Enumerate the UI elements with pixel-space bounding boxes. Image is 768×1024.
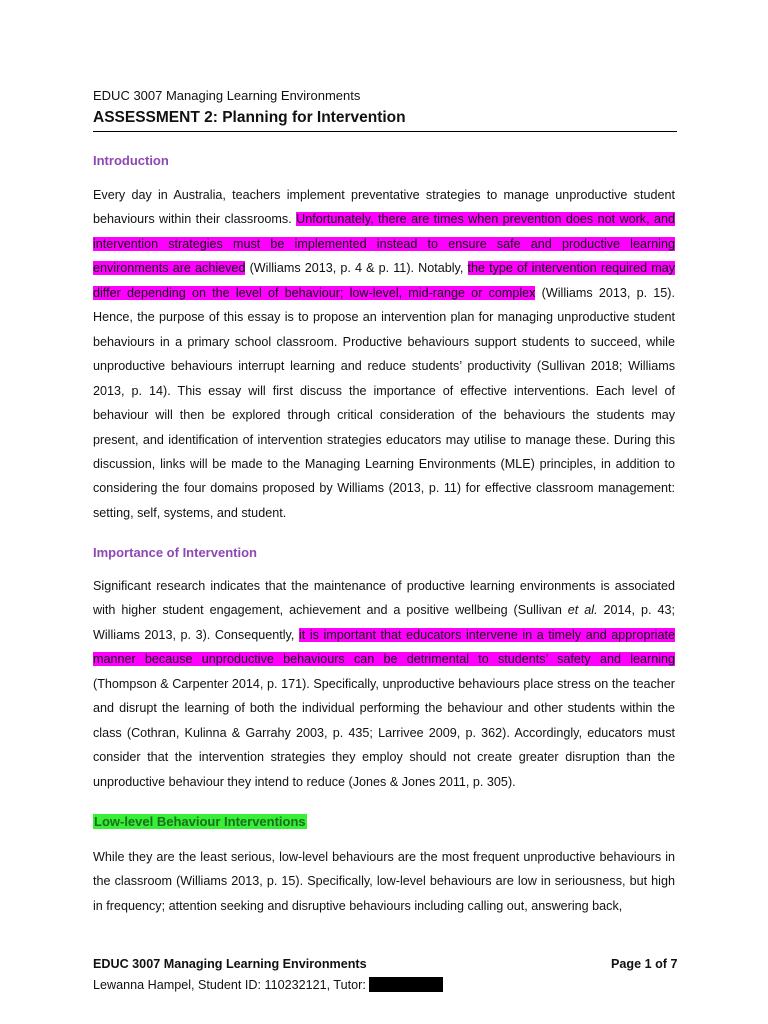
header-course-name: EDUC 3007 Managing Learning Environments xyxy=(93,88,361,103)
importance-highlight-1: it is important that educators intervene in a timely and appropriate manner because unproductive behaviours can be detrimental to students’ safety and learning xyxy=(93,627,675,667)
page-title: ASSESSMENT 2: Planning for Intervention xyxy=(93,109,406,126)
tutor-redaction-block xyxy=(369,977,443,992)
intro-highlight-2: the type of intervention required may differ depending on the level of behaviour; low-level, mid-range or complex xyxy=(93,261,675,300)
intro-text-3: (Williams 2013, p. 15). Hence, the purpose of this essay is to propose an intervention plan for managing unproductive student behaviours in a primary school classroom. Productive behaviours support students to succeed, while unproductive behaviours interrupt learning and reduce students’ productivity (Sullivan 2018; Williams 2013, p. 14). This essay will first discuss the importance of effective interventions. Each level of behaviour will then be explored through critical consideration of the behaviours the students may present, and identification of intervention strategies educators may utilise to manage these. During this discussion, links will be made to the Managing Learning Environments (MLE) principles, in addition to considering the four domains proposed by Williams (2013, p. 11) for effective classroom management: setting, self, systems, and student. xyxy=(93,285,675,520)
section-heading-introduction: Introduction xyxy=(93,153,169,168)
intro-highlight-1: Unfortunately, there are times when prevention does not work, and intervention strategies must be implemented instead to ensure safe and productive learning environments are achieved xyxy=(93,212,675,276)
section-heading-low-level xyxy=(93,814,307,829)
footer-student-text: Lewanna Hampel, Student ID: 110232121, Tutor: xyxy=(93,978,366,992)
footer-student-info xyxy=(93,977,443,992)
low-level-text-1: While they are the least serious, low-level behaviours are the most frequent unproductive behaviours in the classroom (Williams 2013, p. 15). Specifically, low-level behaviours are low in seriousness, but high in frequency; attention seeking and disruptive behaviours including calling out, answering back, xyxy=(93,850,675,913)
importance-paragraph xyxy=(93,574,675,794)
intro-text-2: (Williams 2013, p. 4 & p. 11). Notably, xyxy=(245,261,468,276)
importance-text-2: 2014, p. 43; Williams 2013, p. 3). Consequently, xyxy=(93,603,675,642)
intro-text-1: Every day in Australia, teachers implement preventative strategies to manage unproductive student behaviours within their classrooms. xyxy=(93,188,675,227)
header-divider xyxy=(93,131,677,132)
footer-course-name: EDUC 3007 Managing Learning Environments xyxy=(93,957,367,971)
importance-text-1: Significant research indicates that the maintenance of productive learning environments is associated with higher student engagement, achievement and a positive wellbeing (Sullivan xyxy=(93,579,675,618)
importance-etal: et al. xyxy=(567,603,598,618)
low-level-paragraph xyxy=(93,845,675,918)
section-heading-importance: Importance of Intervention xyxy=(93,545,257,560)
footer-page-number: Page 1 of 7 xyxy=(611,957,678,971)
low-level-heading-highlight: Low-level Behaviour Interventions xyxy=(94,814,306,829)
introduction-paragraph xyxy=(93,183,675,525)
importance-text-3: (Thompson & Carpenter 2014, p. 171). Specifically, unproductive behaviours place stress on the teacher and disrupt the learning of both the individual performing the behaviour and other students within the class (Cothran, Kulinna & Garrahy 2003, p. 435; Larrivee 2009, p. 362). Accordingly, educators must consider that the intervention strategies they employ should not create greater disruption than the unproductive behaviour they intend to reduce (Jones & Jones 2011, p. 305). xyxy=(93,676,675,789)
